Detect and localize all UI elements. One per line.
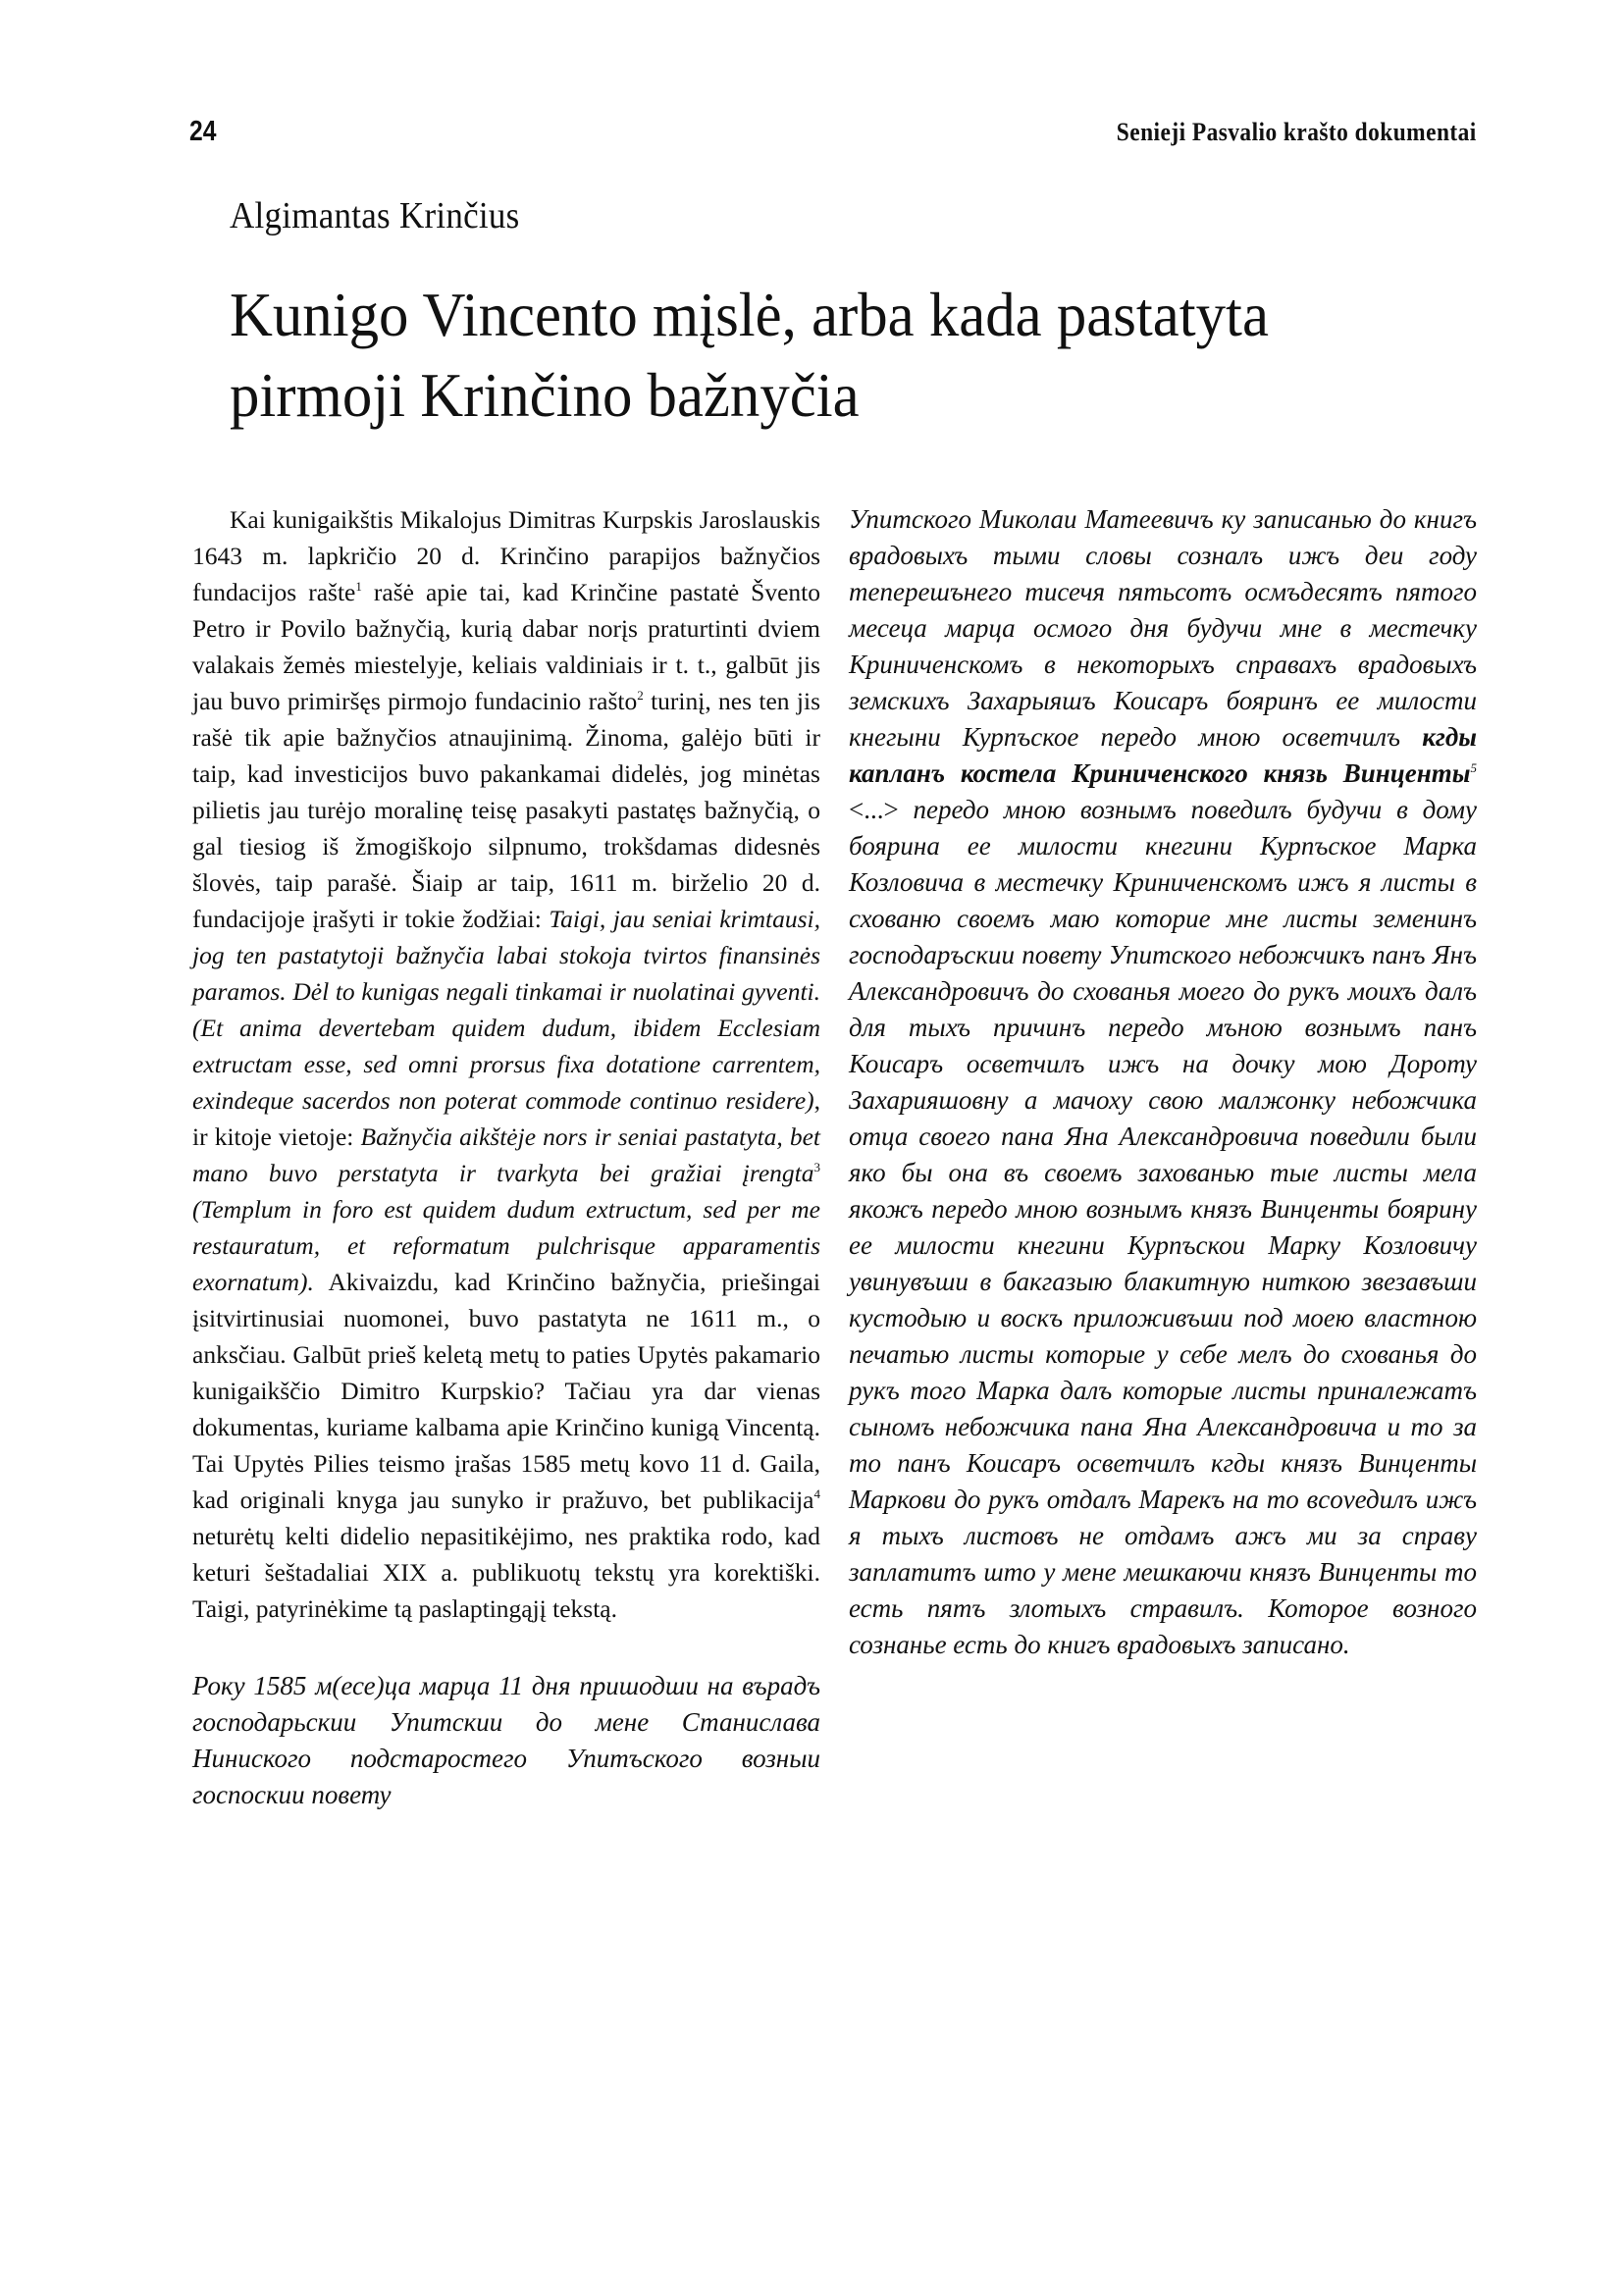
- footnote-ref-1: 1: [355, 579, 362, 594]
- body-text: , ir kitoje vietoje:: [192, 1086, 820, 1151]
- page-number: 24: [189, 116, 217, 147]
- footnote-ref-5: 5: [1470, 760, 1477, 775]
- right-column: [849, 501, 1477, 1663]
- body-paragraph: [192, 501, 820, 1627]
- body-text: neturėtų kelti didelio nepasitikėjimo, nes praktika rodo, kad keturi šeštadaliai XIX a. publikuotų tekstų yra korektiški. Taigi, patyrinėkime tą paslaptingąjį tekstą.: [192, 1522, 820, 1623]
- title-line-2: pirmoji Krinčino bažnyčia: [230, 360, 860, 430]
- article-author: Algimantas Krinčius: [230, 195, 520, 236]
- body-text: rašė apie tai, kad Krinčine pastatė Švento Petro ir Povilo bažnyčią, kurią dabar norįs praturtinti dviem valakais žemės miestelyje, keliais valdiniais ir t. t., galbūt jis jau buvo primiršęs pirmojo fundacinio rašto: [192, 578, 820, 715]
- cyrillic-text: Упитского Миколаи Матеевичъ ку записанью до книгъ врадовыхъ тыми словы созналъ ижъ деи году теперешънего тисечя пятьсотъ осмъдесятъ пятого месеца марца осмого дня будучи мне в местечку Криниченскомъ в некоторыхъ справахъ врадовыхъ земскихъ Захарыяшъ Коисаръ бояринъ ее милости кнегыни Курпъское передо мною осветчилъ: [849, 504, 1477, 752]
- body-text: Kai kunigaikštis Mikalojus Dimitras Kurpskis Jaroslauskis 1643 m. lapkričio 20 d. Krinčino parapijos bažnyčios fundacijos rašte: [192, 505, 820, 606]
- body-text: turinį, nes ten jis rašė tik apie bažnyčios atnaujinimą. Žinoma, galėjo būti ir taip, kad investicijos buvo pakankamai didelės, jog minėtas pilietis jau turėjo moralinę teisę pasakyti pastatęs bažnyčią, o gal tiesiog iš žmogiškojo silpnumo, trokšdamas didesnės šlovės, taip parašė. Šiaip ar taip, 1611 m. birželio 20 d. fundacijoje įrašyti ir tokie žodžiai:: [192, 687, 821, 933]
- left-column: [192, 501, 820, 1813]
- footnote-ref-3: 3: [813, 1160, 820, 1174]
- quoted-text-italic: (Templum in foro est quidem dudum extructum, sed per me restauratum, et reformatum pulchrisque apparamentis exornatum).: [192, 1195, 820, 1296]
- body-text: Akivaizdu, kad Krinčino bažnyčia, priešingai įsitvirtinusiai nuomonei, buvo pastatyta ne 1611 m., o anksčiau. Galbūt prieš keletą metų to paties Upytės pakamario kunigaikščio Dimitro Kurpskio? Tačiau yra dar vienas dokumentas, kuriame kalbama apie Krinčino kunigą Vincentą. Tai Upytės Pilies teismo įrašas 1585 metų kovo 11 d. Gaila, kad originali knyga jau sunyko ir pražuvo, bet publikacija: [192, 1268, 820, 1514]
- footnote-ref-4: 4: [813, 1487, 820, 1501]
- cyrillic-document-continued: [849, 501, 1477, 1663]
- footnote-ref-2: 2: [637, 688, 644, 703]
- article-title: [230, 275, 1441, 436]
- title-line-1: Kunigo Vincento mįslė, arba kada pastatyta: [230, 280, 1269, 349]
- omission-mark: <...>: [849, 795, 914, 824]
- quoted-text-italic: Taigi, jau seniai krimtausi, jog ten pastatytoji bažnyčia labai stokoja tvirtos finansinės paramos. Dėl to kunigas negali tinkamai ir nuolatinai gyventi. (Et anima devertebam quidem dudum, ibidem Ecclesiam extructam esse, sed omni prorsus fixa dotatione carrentem, exindeque sacerdos non poterat commode continuo residere): [192, 905, 820, 1115]
- quoted-text-italic: Bažnyčia aikštėje nors ir seniai pastatyta, bet mano buvo perstatyta ir tvarkyta bei gražiai įrengta: [192, 1122, 820, 1187]
- cyrillic-text: передо мною вознымъ поведилъ будучи в дому боярина ее милости кнегини Курпъское Марка Козловича в местечку Криниченскомъ ижъ я листы в схованю своемъ маю которие мне листы земенинъ господаръскии повету Упитского небожчикъ панъ Янъ Александровичъ до схованья моего до рукъ моихъ далъ для тыхъ причинъ передо мъною вознымъ панъ Коисаръ осветчилъ ижъ на дочку мою Дороту Захарияшовну а мачоху свою малжонку небожчика отца своего пана Яна Александровича поведили были яко бы она въ своемъ захованью тые листы мела якожъ передо мною вознымъ князъ Винценты боярину ее милости кнегини Курпъскои Марку Козловичу увинувъши в бакгазыю блакитную ниткою звезавъши кустодыю и воскъ приложивъши под моею властною печатью листы которые у себе мелъ до схованья до рукъ того Марка далъ которые листы приналежатъ сыномъ небожчика пана Яна Александровича и то за то панъ Коисаръ осветчилъ кгды князъ Винценты Маркови до рукъ отдалъ Марекъ на то вcovедилъ ижъ я тыхъ листовъ не отдамъ ажъ ми за справу заплатитъ што у мене мешкаючи князъ Винценты то есть пятъ злотыхъ стравилъ. Которое возного сознанье есть до книгъ врадовыхъ записано.: [849, 795, 1477, 1659]
- running-header: [189, 116, 1477, 155]
- cyrillic-text-bold: кгды капланъ костела Криниченского князь Винценты: [849, 722, 1477, 788]
- cyrillic-document-text: Року 1585 м(есе)ца марца 11 дня пришодши на върадъ господарьскии Упитскии до мене Станислава Ниниского подстаростего Упитъского возныи госпоскии повету: [192, 1671, 820, 1809]
- journal-title: Senieji Pasvalio krašto dokumentai: [1117, 118, 1477, 146]
